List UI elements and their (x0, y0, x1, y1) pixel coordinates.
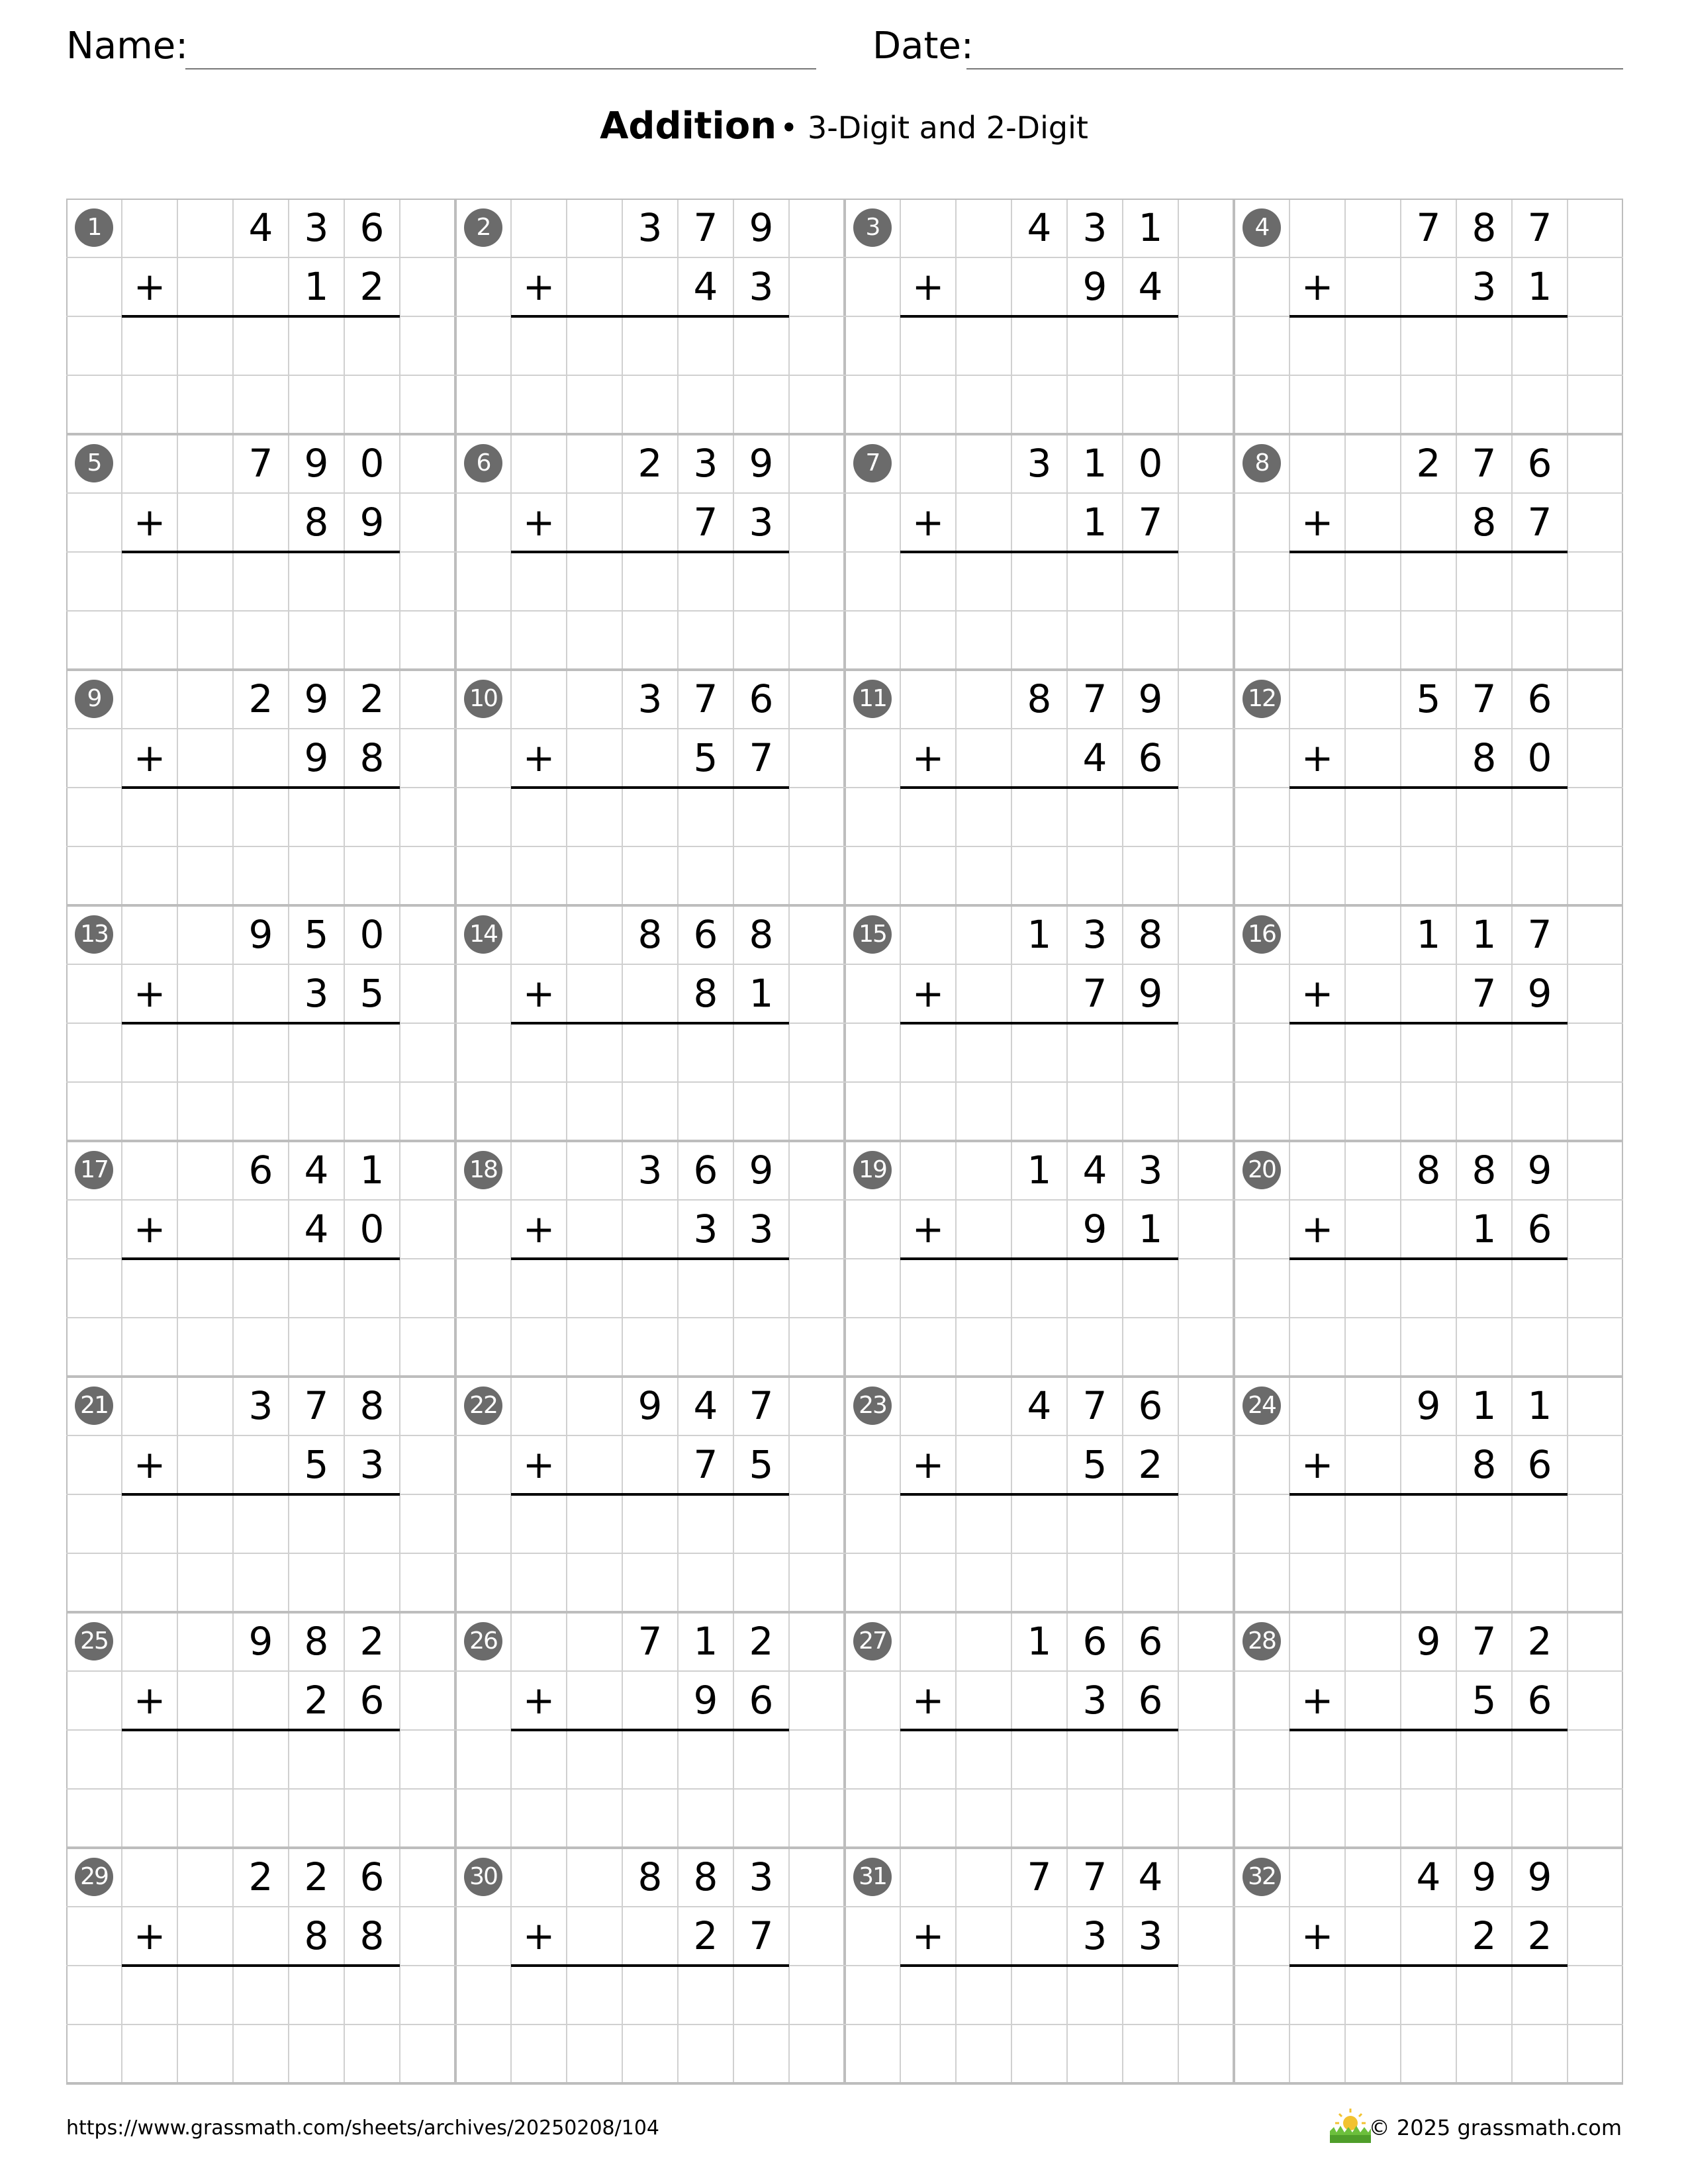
top-digit: 9 (1527, 1148, 1552, 1193)
top-digit: 1 (1527, 1383, 1552, 1428)
top-digit: 6 (1138, 1619, 1163, 1664)
problem-number-badge: 9 (75, 680, 113, 718)
bottom-digit: 3 (1082, 1678, 1107, 1723)
answer-area[interactable] (1289, 1730, 1568, 1848)
answer-area[interactable] (900, 316, 1178, 434)
top-digit: 7 (1472, 1619, 1497, 1664)
bottom-digit: 3 (693, 1206, 718, 1251)
answer-area[interactable] (900, 1966, 1178, 2083)
plus-sign: + (133, 500, 166, 545)
bottom-digit: 1 (1138, 1206, 1163, 1251)
bottom-digit: 1 (1082, 500, 1107, 545)
top-digit: 7 (693, 205, 718, 250)
top-digit: 9 (248, 1619, 273, 1664)
bottom-digit: 3 (1472, 264, 1497, 309)
bottom-digit: 3 (1138, 1913, 1163, 1958)
bottom-digit: 7 (1472, 971, 1497, 1016)
top-digit: 8 (693, 1854, 718, 1899)
bottom-digit: 9 (693, 1678, 718, 1723)
footer-copyright: © 2025 grassmath.com (1368, 2115, 1622, 2140)
top-digit: 2 (359, 1619, 385, 1664)
bottom-digit: 2 (359, 264, 385, 309)
problem-number-badge: 15 (853, 915, 892, 954)
plus-sign: + (1301, 500, 1334, 545)
problem-number-badge: 29 (75, 1858, 113, 1896)
answer-area[interactable] (900, 1730, 1178, 1848)
bottom-digit: 8 (359, 735, 385, 780)
top-digit: 4 (304, 1148, 329, 1193)
answer-area[interactable] (511, 316, 789, 434)
plus-sign: + (1301, 1913, 1334, 1958)
top-digit: 1 (1027, 912, 1052, 957)
problem-number-badge: 6 (464, 444, 502, 482)
title-subtitle: • 3-Digit and 2-Digit (780, 110, 1088, 146)
plus-sign: + (522, 264, 555, 309)
bottom-digit: 0 (1527, 735, 1552, 780)
answer-area[interactable] (900, 552, 1178, 670)
top-digit: 7 (1472, 441, 1497, 486)
plus-sign: + (912, 1206, 945, 1251)
answer-area[interactable] (1289, 316, 1568, 434)
title-main: Addition (600, 105, 777, 148)
problem-number-badge: 17 (75, 1151, 113, 1189)
plus-sign: + (133, 1678, 166, 1723)
top-digit: 1 (1472, 1383, 1497, 1428)
plus-sign: + (133, 971, 166, 1016)
top-digit: 1 (693, 1619, 718, 1664)
plus-sign: + (1301, 735, 1334, 780)
top-digit: 7 (637, 1619, 663, 1664)
plus-sign: + (133, 735, 166, 780)
top-digit: 9 (304, 441, 329, 486)
problem-number-badge: 11 (853, 680, 892, 718)
top-digit: 6 (693, 912, 718, 957)
bottom-digit: 9 (1527, 971, 1552, 1016)
top-digit: 1 (359, 1148, 385, 1193)
top-digit: 2 (749, 1619, 774, 1664)
bottom-digit: 4 (304, 1206, 329, 1251)
answer-area[interactable] (1289, 1966, 1568, 2083)
answer-area[interactable] (1289, 1023, 1568, 1141)
answer-area[interactable] (122, 552, 400, 670)
bottom-digit: 9 (304, 735, 329, 780)
top-digit: 7 (1527, 205, 1552, 250)
bottom-digit: 5 (359, 971, 385, 1016)
bottom-digit: 6 (1527, 1678, 1552, 1723)
top-digit: 7 (1527, 912, 1552, 957)
top-digit: 7 (1082, 676, 1107, 721)
problem-number-badge: 30 (464, 1858, 502, 1896)
top-digit: 6 (359, 205, 385, 250)
bottom-digit: 5 (1472, 1678, 1497, 1723)
top-digit: 3 (1082, 205, 1107, 250)
top-digit: 2 (304, 1854, 329, 1899)
answer-area[interactable] (122, 1494, 400, 1612)
bottom-digit: 8 (304, 500, 329, 545)
plus-sign: + (522, 735, 555, 780)
bottom-digit: 2 (1472, 1913, 1497, 1958)
answer-area[interactable] (1289, 788, 1568, 905)
bottom-digit: 7 (1527, 500, 1552, 545)
top-digit: 2 (1527, 1619, 1552, 1664)
answer-area[interactable] (511, 1730, 789, 1848)
bottom-digit: 3 (749, 264, 774, 309)
problem-number-badge: 24 (1243, 1387, 1281, 1425)
problem-number-badge: 8 (1243, 444, 1281, 482)
top-digit: 8 (1472, 1148, 1497, 1193)
top-digit: 8 (1027, 676, 1052, 721)
top-digit: 4 (693, 1383, 718, 1428)
top-digit: 3 (749, 1854, 774, 1899)
top-digit: 8 (637, 1854, 663, 1899)
answer-area[interactable] (1289, 552, 1568, 670)
problem-number-badge: 20 (1243, 1151, 1281, 1189)
bottom-digit: 2 (1527, 1913, 1552, 1958)
footer-url: https://www.grassmath.com/sheets/archives/20250208/104 (66, 2116, 660, 2140)
top-digit: 7 (1082, 1383, 1107, 1428)
top-digit: 9 (248, 912, 273, 957)
bottom-digit: 8 (1472, 735, 1497, 780)
top-digit: 1 (1472, 912, 1497, 957)
bottom-digit: 1 (304, 264, 329, 309)
answer-area[interactable] (511, 1494, 789, 1612)
top-digit: 5 (304, 912, 329, 957)
top-digit: 0 (359, 441, 385, 486)
top-digit: 7 (1027, 1854, 1052, 1899)
problem-grid (66, 199, 1623, 2089)
bottom-digit: 4 (1138, 264, 1163, 309)
plus-sign: + (912, 735, 945, 780)
answer-area[interactable] (900, 788, 1178, 905)
bottom-digit: 8 (304, 1913, 329, 1958)
top-digit: 6 (359, 1854, 385, 1899)
top-digit: 3 (637, 1148, 663, 1193)
plus-sign: + (133, 1913, 166, 1958)
problem-number-badge: 22 (464, 1387, 502, 1425)
bottom-digit: 7 (749, 735, 774, 780)
answer-area[interactable] (122, 788, 400, 905)
answer-area[interactable] (900, 1023, 1178, 1141)
top-digit: 3 (248, 1383, 273, 1428)
problem-number-badge: 7 (853, 444, 892, 482)
plus-sign: + (522, 1206, 555, 1251)
bottom-digit: 3 (304, 971, 329, 1016)
plus-sign: + (1301, 1442, 1334, 1487)
bottom-digit: 3 (749, 500, 774, 545)
answer-area[interactable] (511, 1023, 789, 1141)
top-digit: 9 (749, 441, 774, 486)
problem-number-badge: 4 (1243, 208, 1281, 247)
top-digit: 2 (637, 441, 663, 486)
plus-sign: + (912, 1442, 945, 1487)
bottom-digit: 9 (359, 500, 385, 545)
plus-sign: + (522, 1442, 555, 1487)
top-digit: 2 (248, 676, 273, 721)
top-digit: 2 (1416, 441, 1441, 486)
bottom-digit: 5 (1082, 1442, 1107, 1487)
problem-number-badge: 23 (853, 1387, 892, 1425)
top-digit: 3 (1027, 441, 1052, 486)
top-digit: 7 (1082, 1854, 1107, 1899)
bottom-digit: 9 (1082, 1206, 1107, 1251)
bottom-digit: 3 (749, 1206, 774, 1251)
bottom-digit: 4 (1082, 735, 1107, 780)
answer-area[interactable] (1289, 1259, 1568, 1377)
bottom-digit: 4 (693, 264, 718, 309)
problem-number-badge: 27 (853, 1622, 892, 1661)
plus-sign: + (1301, 264, 1334, 309)
plus-sign: + (1301, 1206, 1334, 1251)
problem-number-badge: 26 (464, 1622, 502, 1661)
top-digit: 1 (1138, 205, 1163, 250)
plus-sign: + (522, 971, 555, 1016)
bottom-digit: 7 (1082, 971, 1107, 1016)
plus-sign: + (912, 264, 945, 309)
top-digit: 8 (637, 912, 663, 957)
top-digit: 7 (693, 676, 718, 721)
bottom-digit: 0 (359, 1206, 385, 1251)
bottom-digit: 5 (749, 1442, 774, 1487)
plus-sign: + (133, 1442, 166, 1487)
date-label: Date: (872, 24, 974, 68)
top-digit: 4 (1027, 205, 1052, 250)
top-digit: 4 (248, 205, 273, 250)
bottom-digit: 5 (304, 1442, 329, 1487)
top-digit: 7 (248, 441, 273, 486)
bottom-digit: 6 (1527, 1442, 1552, 1487)
top-digit: 7 (1472, 676, 1497, 721)
bottom-digit: 5 (693, 735, 718, 780)
top-digit: 8 (304, 1619, 329, 1664)
plus-sign: + (522, 1913, 555, 1958)
plus-sign: + (912, 1678, 945, 1723)
top-digit: 7 (1416, 205, 1441, 250)
worksheet-title (0, 105, 1688, 148)
top-digit: 7 (304, 1383, 329, 1428)
problem-number-badge: 16 (1243, 915, 1281, 954)
plus-sign: + (522, 1678, 555, 1723)
top-digit: 2 (248, 1854, 273, 1899)
bottom-digit: 1 (1472, 1206, 1497, 1251)
bottom-digit: 2 (693, 1913, 718, 1958)
bottom-digit: 8 (1472, 500, 1497, 545)
plus-sign: + (1301, 1678, 1334, 1723)
top-digit: 4 (1138, 1854, 1163, 1899)
bottom-digit: 6 (359, 1678, 385, 1723)
bottom-digit: 3 (1082, 1913, 1107, 1958)
grass-sun-logo-icon (1327, 2103, 1374, 2143)
top-digit: 3 (304, 205, 329, 250)
top-digit: 3 (637, 676, 663, 721)
top-digit: 7 (749, 1383, 774, 1428)
answer-area[interactable] (122, 1730, 400, 1848)
bottom-digit: 1 (1527, 264, 1552, 309)
top-digit: 9 (1472, 1854, 1497, 1899)
bottom-digit: 8 (359, 1913, 385, 1958)
top-digit: 9 (1416, 1619, 1441, 1664)
name-label: Name: (66, 24, 189, 68)
problem-number-badge: 13 (75, 915, 113, 954)
top-digit: 6 (248, 1148, 273, 1193)
bottom-digit: 7 (693, 1442, 718, 1487)
bottom-digit: 6 (1138, 1678, 1163, 1723)
answer-area[interactable] (511, 1259, 789, 1377)
answer-area[interactable] (511, 552, 789, 670)
problem-number-badge: 18 (464, 1151, 502, 1189)
top-digit: 9 (304, 676, 329, 721)
top-digit: 9 (749, 1148, 774, 1193)
plus-sign: + (133, 1206, 166, 1251)
answer-area[interactable] (1289, 1494, 1568, 1612)
top-digit: 8 (359, 1383, 385, 1428)
top-digit: 1 (1027, 1619, 1052, 1664)
bottom-digit: 9 (1082, 264, 1107, 309)
bottom-digit: 6 (749, 1678, 774, 1723)
bottom-digit: 8 (1472, 1442, 1497, 1487)
top-digit: 0 (1138, 441, 1163, 486)
top-digit: 8 (1138, 912, 1163, 957)
plus-sign: + (522, 500, 555, 545)
problem-number-badge: 25 (75, 1622, 113, 1661)
top-digit: 9 (637, 1383, 663, 1428)
answer-area[interactable] (511, 1966, 789, 2083)
plus-sign: + (1301, 971, 1334, 1016)
bottom-digit: 7 (1138, 500, 1163, 545)
problem-number-badge: 12 (1243, 680, 1281, 718)
top-digit: 9 (1138, 676, 1163, 721)
date-line[interactable] (966, 68, 1623, 69)
bottom-digit: 7 (693, 500, 718, 545)
top-digit: 9 (1416, 1383, 1441, 1428)
top-digit: 8 (1416, 1148, 1441, 1193)
bottom-digit: 1 (749, 971, 774, 1016)
top-digit: 3 (1082, 912, 1107, 957)
top-digit: 8 (749, 912, 774, 957)
top-digit: 3 (1138, 1148, 1163, 1193)
bottom-digit: 8 (693, 971, 718, 1016)
top-digit: 6 (1527, 441, 1552, 486)
answer-area[interactable] (122, 1023, 400, 1141)
bottom-digit: 9 (1138, 971, 1163, 1016)
top-digit: 9 (1527, 1854, 1552, 1899)
bottom-digit: 6 (1527, 1206, 1552, 1251)
answer-area[interactable] (900, 1494, 1178, 1612)
bottom-digit: 2 (304, 1678, 329, 1723)
plus-sign: + (912, 1913, 945, 1958)
top-digit: 4 (1027, 1383, 1052, 1428)
top-digit: 3 (693, 441, 718, 486)
top-digit: 1 (1027, 1148, 1052, 1193)
top-digit: 1 (1082, 441, 1107, 486)
problem-number-badge: 1 (75, 208, 113, 247)
top-digit: 6 (749, 676, 774, 721)
top-digit: 8 (1472, 205, 1497, 250)
top-digit: 5 (1416, 676, 1441, 721)
top-digit: 6 (1138, 1383, 1163, 1428)
top-digit: 0 (359, 912, 385, 957)
bottom-digit: 3 (359, 1442, 385, 1487)
answer-area[interactable] (122, 1966, 400, 2083)
problem-number-badge: 3 (853, 208, 892, 247)
bottom-digit: 7 (749, 1913, 774, 1958)
plus-sign: + (912, 971, 945, 1016)
top-digit: 3 (637, 205, 663, 250)
problem-number-badge: 28 (1243, 1622, 1281, 1661)
top-digit: 4 (1082, 1148, 1107, 1193)
answer-area[interactable] (511, 788, 789, 905)
plus-sign: + (912, 500, 945, 545)
name-line[interactable] (185, 68, 816, 69)
problem-number-badge: 31 (853, 1858, 892, 1896)
problem-number-badge: 10 (464, 680, 502, 718)
top-digit: 9 (749, 205, 774, 250)
problem-number-badge: 5 (75, 444, 113, 482)
problem-number-badge: 19 (853, 1151, 892, 1189)
problem-number-badge: 21 (75, 1387, 113, 1425)
top-digit: 4 (1416, 1854, 1441, 1899)
problem-number-badge: 32 (1243, 1858, 1281, 1896)
problem-number-badge: 2 (464, 208, 502, 247)
answer-area[interactable] (900, 1259, 1178, 1377)
top-digit: 1 (1416, 912, 1441, 957)
top-digit: 6 (1082, 1619, 1107, 1664)
top-digit: 6 (693, 1148, 718, 1193)
answer-area[interactable] (122, 1259, 400, 1377)
bottom-digit: 6 (1138, 735, 1163, 780)
top-digit: 6 (1527, 676, 1552, 721)
answer-area[interactable] (122, 316, 400, 434)
problem-number-badge: 14 (464, 915, 502, 954)
top-digit: 2 (359, 676, 385, 721)
bottom-digit: 2 (1138, 1442, 1163, 1487)
plus-sign: + (133, 264, 166, 309)
